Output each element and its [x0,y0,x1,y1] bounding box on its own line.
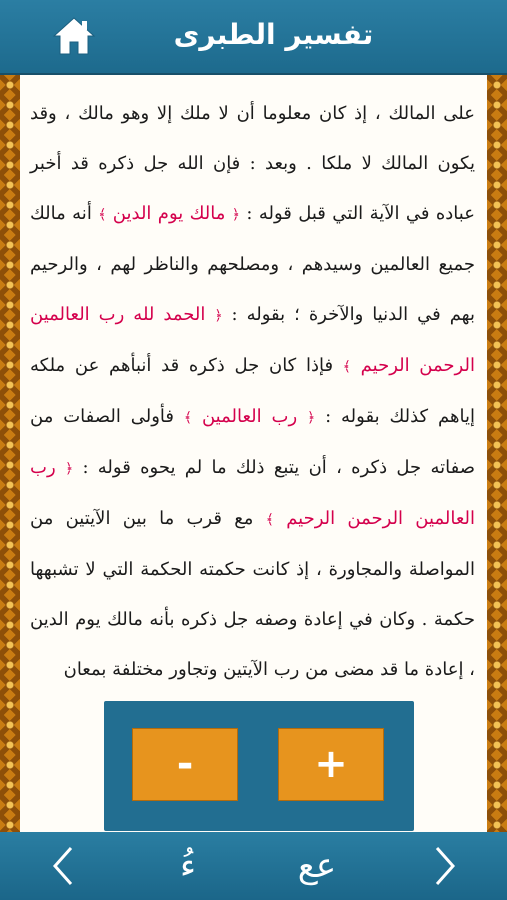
page-title: تفسير الطبرى [173,18,374,51]
quran-verse: رب العالمين الرحمن الرحيم [30,457,475,529]
tafsir-text [20,75,487,695]
ornament-close: ﴾ [183,410,193,426]
header-bar [0,0,507,75]
right-ornament-border [487,75,507,832]
ornament-close: ﴾ [342,359,351,375]
ornament-open: ﴿ [307,410,316,426]
font-button[interactable] [291,840,343,892]
diacritics-toggle-button[interactable] [162,840,214,892]
text-segment: مختلفة بمعان [63,659,164,680]
text-segment: على المالك ، إذ كان معلوما أن لا ملك إلا وهو مالك ، وقد يكون المالك لا ملكا . وبعد : فإن الله جل ذكره قد أخبر عباده في الآية التي قبل قوله : [30,103,475,224]
previous-page-button[interactable] [38,840,90,892]
left-ornament-border [0,75,20,832]
text-segment: فأولى الصفات من صفاته جل ذكره ، أن يتبع ذلك ما لم يحوه قوله : [30,406,475,478]
bottom-toolbar [0,832,507,900]
zoom-in-button[interactable]: + [278,728,384,801]
ornament-open: ﴿ [214,308,223,324]
quran-verse: الحمد لله رب العالمين الرحمن الرحيم [30,304,475,376]
zoom-out-button[interactable]: - [132,728,238,801]
diacritics-icon: ءُ [180,846,196,886]
next-page-button[interactable] [418,840,470,892]
chevron-right-icon [429,844,459,888]
quran-verse: مالك يوم الدين [112,203,226,224]
text-segment: أنه مالك جميع العالمين وسيدهم ، ومصلحهم والناظر لهم ، والرحيم بهم في الدنيا والآخرة ؛ بقوله : [30,203,475,325]
ornament-close: ﴾ [265,512,274,528]
zoom-panel [104,701,414,831]
chevron-left-icon [49,844,79,888]
text-segment: فإذا كان جل ذكره قد أنبأهم عن ملكه إياهم كذلك بقوله : [30,355,475,427]
text-segment: مع قرب ما بين الآيتين من المواصلة والمجاورة ، إذ كانت حكمته الحكمة التي لا تشبهها حكمة . وكان في إعادة وصفه جل ذكره بأنه مالك يوم الدين ، إعادة ما قد مضى من [30,508,475,680]
text-segment: رب الآيتين وتجاور [169,659,300,680]
ornament-close: ﴾ [98,207,107,223]
ornament-open: ﴿ [64,461,74,477]
quran-verse: رب العالمين [201,406,298,427]
font-icon: عع [297,846,337,886]
ornament-open: ﴿ [231,207,240,223]
